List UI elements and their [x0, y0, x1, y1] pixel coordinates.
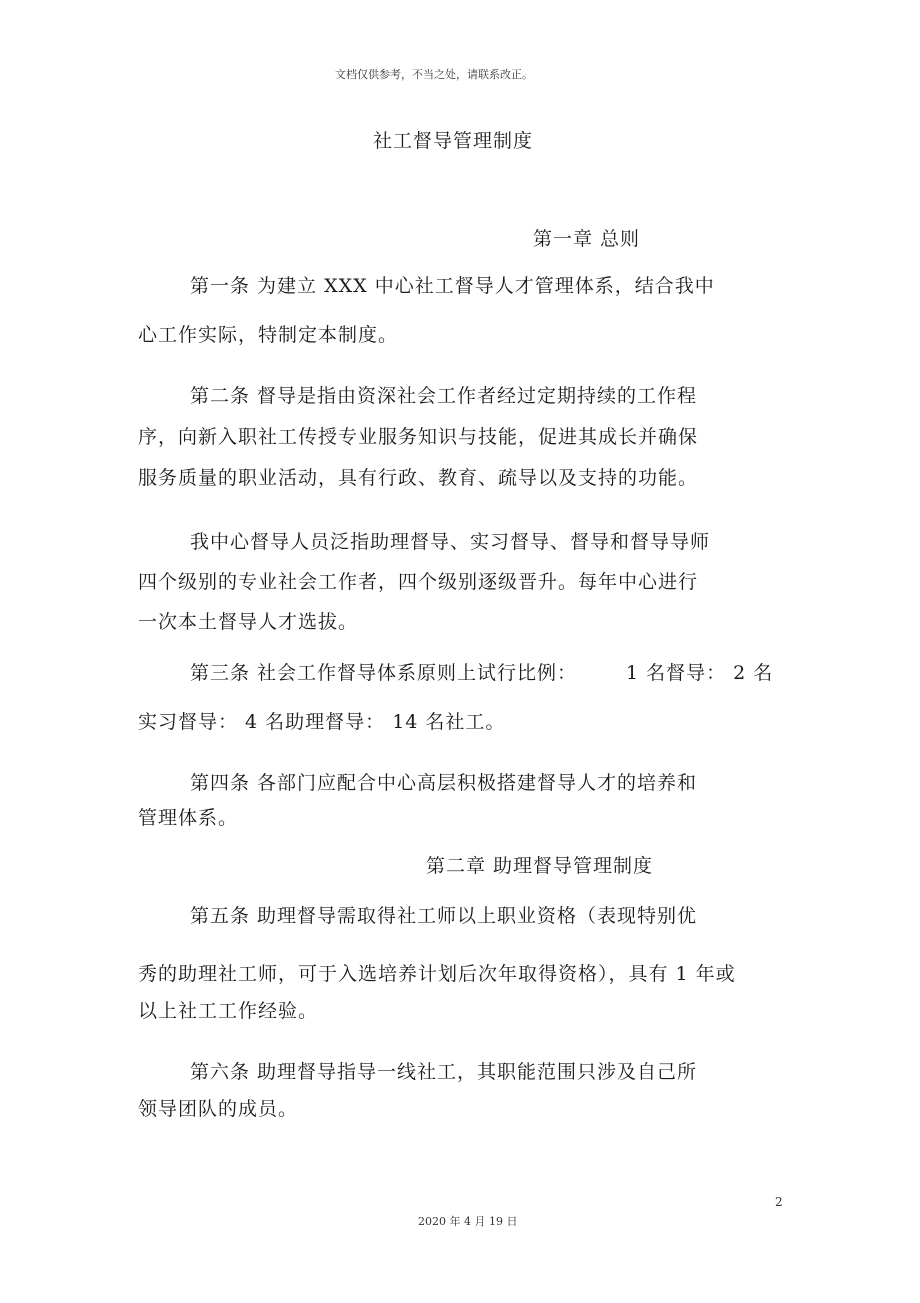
article-6-line-1: 第六条 助理督导指导一线社工，其职能范围只涉及自己所: [190, 1061, 698, 1083]
chapter-2-heading: 第二章 助理督导管理制度: [426, 855, 654, 877]
article-1-line-1: 第一条 为建立 XXX 中心社工督导人才管理体系，结合我中: [190, 275, 715, 297]
article-5-line-1: 第五条 助理督导需取得社工师以上职业资格（表现特别优: [190, 905, 698, 927]
article-2-line-1: 第二条 督导是指由资深社会工作者经过定期持续的工作程: [190, 385, 698, 407]
article-4-line-2: 管理体系。: [138, 807, 239, 829]
document-title: 社工督导管理制度: [373, 130, 534, 152]
chapter-1-heading: 第一章 总则: [533, 228, 641, 250]
article-2-para-2-line-2: 四个级别的专业社会工作者，四个级别逐级晋升。每年中心进行: [138, 571, 699, 593]
article-3-line-2: 实习督导： 4 名助理督导： 14 名社工。: [138, 711, 506, 733]
footer-date: 2020 年 4 月 19 日: [418, 1215, 518, 1228]
article-5-line-3: 以上社工工作经验。: [138, 1000, 319, 1022]
page-number: 2: [775, 1195, 783, 1209]
article-4-line-1: 第四条 各部门应配合中心高层积极搭建督导人才的培养和: [190, 772, 698, 794]
article-6-line-2: 领导团队的成员。: [138, 1098, 299, 1120]
article-3-line-1: 第三条 社会工作督导体系原则上试行比例：: [190, 662, 578, 684]
article-5-line-2: 秀的助理社工师，可于入选培养计划后次年取得资格），具有 1 年或: [138, 963, 736, 985]
article-2-para-2-line-1: 我中心督导人员泛指助理督导、实习督导、督导和督导导师: [190, 531, 711, 553]
article-2-para-2-line-3: 一次本土督导人才选拔。: [138, 611, 359, 633]
header-disclaimer: 文档仅供参考，不当之处，请联系改正。: [335, 68, 533, 81]
article-3-ratio-part: 1 名督导： 2 名: [626, 662, 774, 684]
article-2-line-3: 服务质量的职业活动，具有行政、教育、疏导以及支持的功能。: [138, 467, 699, 489]
article-1-line-2: 心工作实际，特制定本制度。: [138, 324, 399, 346]
article-2-line-2: 序，向新入职社工传授专业服务知识与技能，促进其成长并确保: [138, 426, 699, 448]
